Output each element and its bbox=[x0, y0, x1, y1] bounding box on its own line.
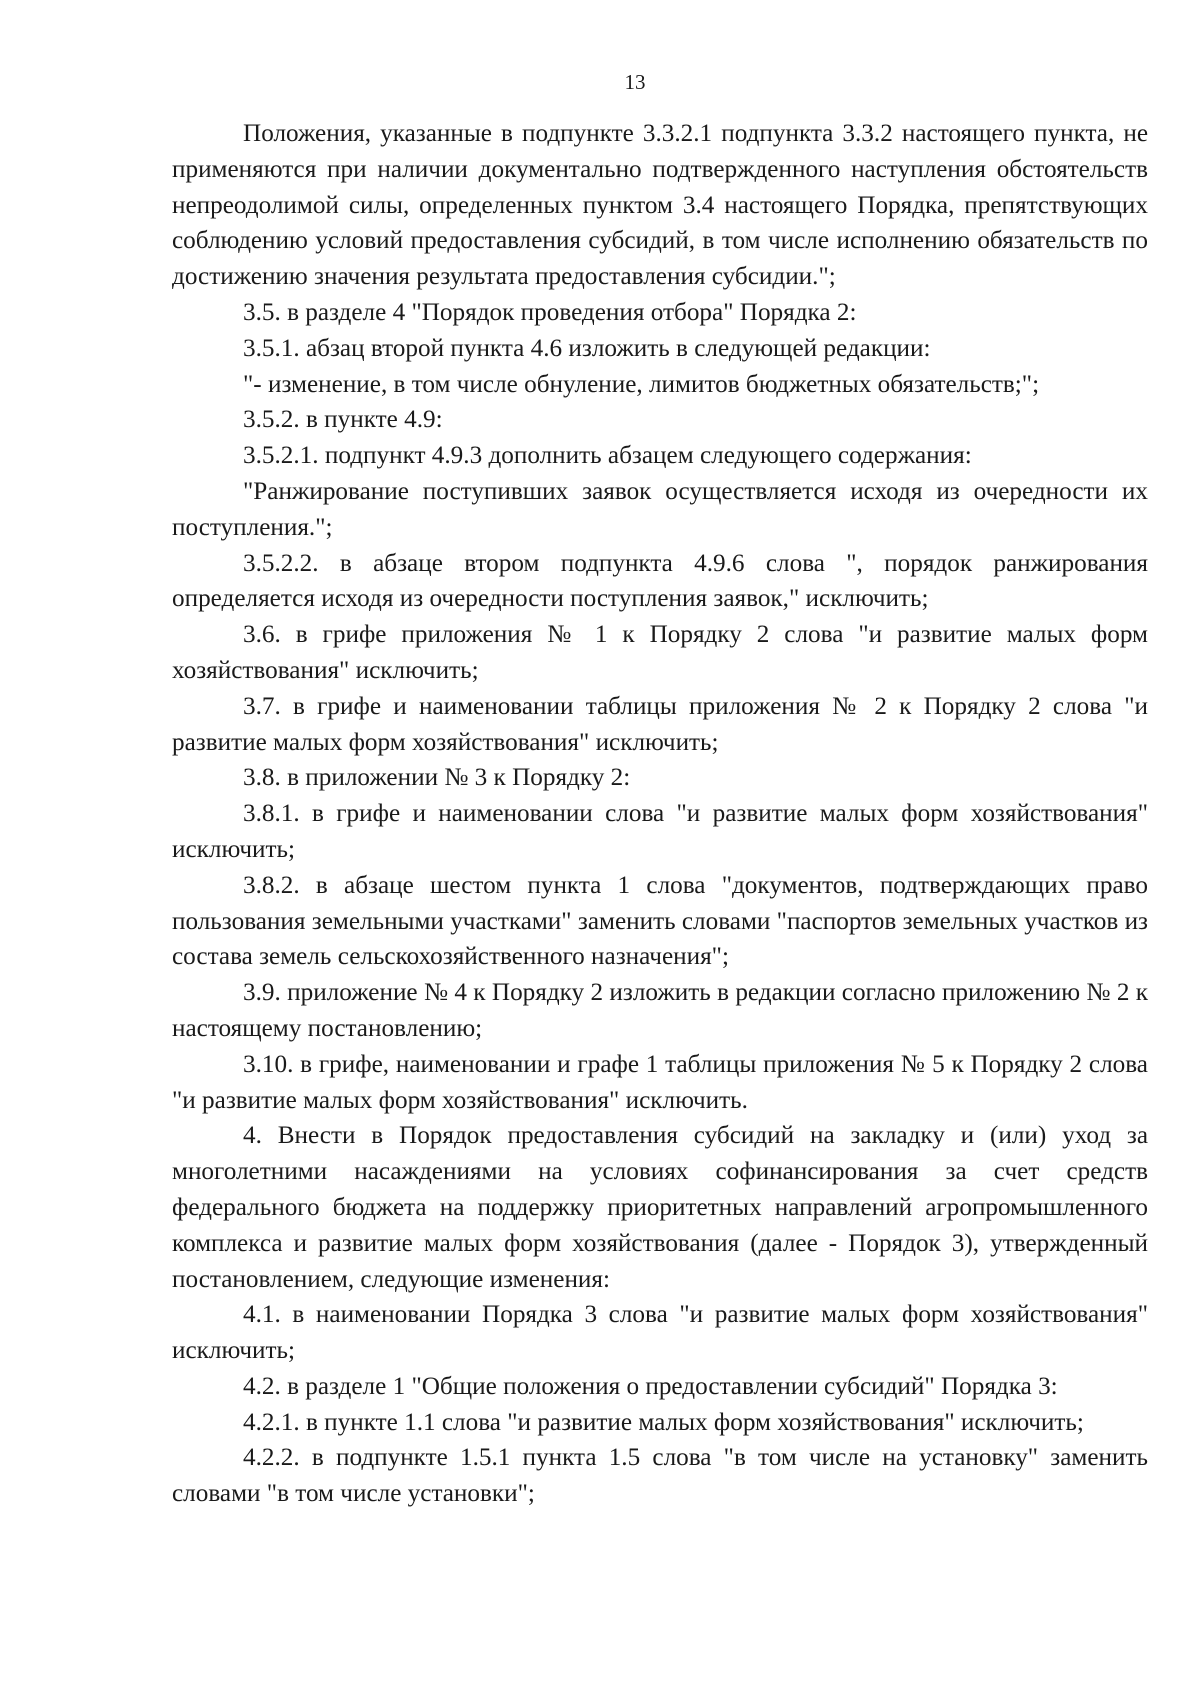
paragraph-4-2-1: 4.2.1. в пункте 1.1 слова "и развитие малых форм хозяйствования" исключить; bbox=[243, 1408, 1084, 1436]
paragraph-3-5: 3.5. в разделе 4 "Порядок проведения отбора" Порядка 2: bbox=[243, 298, 857, 326]
paragraph-4-2: 4.2. в разделе 1 "Общие положения о предоставлении субсидий" Порядка 3: bbox=[243, 1372, 1058, 1400]
document-body bbox=[172, 116, 1148, 1512]
paragraph-4-1: 4.1. в наименовании Порядка 3 слова "и развитие малых форм хозяйствования" исключить; bbox=[172, 1301, 1148, 1365]
paragraph-3-6: 3.6. в грифе приложения № 1 к Порядку 2 слова "и развитие малых форм хозяйствования" исключить; bbox=[172, 621, 1148, 684]
paragraph-3-5-1: 3.5.1. абзац второй пункта 4.6 изложить в следующей редакции: bbox=[243, 334, 931, 362]
paragraph-3-8-2: 3.8.2. в абзаце шестом пункта 1 слова "документов, подтверждающих право пользования земельными участками" заменить словами "паспортов земельных участков из состава земель сельскохозяйственного назначения"; bbox=[172, 871, 1148, 971]
paragraph-3-5-2-1: 3.5.2.1. подпункт 4.9.3 дополнить абзацем следующего содержания: bbox=[243, 442, 972, 470]
paragraph-3-5-2-1-quote: "Ранжирование поступивших заявок осуществляется исходя из очередности их поступления."; bbox=[172, 477, 1148, 541]
paragraph-3-8-1: 3.8.1. в грифе и наименовании слова "и развитие малых форм хозяйствования" исключить; bbox=[172, 800, 1148, 863]
paragraph-3-5-1-quote: "- изменение, в том числе обнуление, лимитов бюджетных обязательств;"; bbox=[243, 370, 1040, 398]
paragraph-3-7: 3.7. в грифе и наименовании таблицы приложения № 2 к Порядку 2 слова "и развитие малых форм хозяйствования" исключить; bbox=[172, 692, 1148, 756]
paragraph-4: 4. Внести в Порядок предоставления субсидий на закладку и (или) уход за многолетними насаждениями на условиях софинансирования за счет средств федерального бюджета на поддержку приоритетных направлений агропромышленного комплекса и развитие малых форм хозяйствования (далее - Порядок 3), утвержденный постановлением, следующие изменения: bbox=[172, 1122, 1148, 1293]
paragraph-4-2-2: 4.2.2. в подпункте 1.5.1 пункта 1.5 слова "в том числе на установку" заменить словами "в том числе установки"; bbox=[172, 1444, 1148, 1508]
paragraph-force-majeure: Положения, указанные в подпункте 3.3.2.1 подпункта 3.3.2 настоящего пункта, не применяются при наличии документально подтвержденного наступления обстоятельств непреодолимой силы, определенных пунктом 3.4 настоящего Порядка, препятствующих соблюдению условий предоставления субсидий, в том числе исполнению обязательств по достижению значения результата предоставления субсидии."; bbox=[172, 120, 1148, 291]
paragraph-3-8: 3.8. в приложении № 3 к Порядку 2: bbox=[243, 764, 631, 792]
paragraph-3-9: 3.9. приложение № 4 к Порядку 2 изложить в редакции согласно приложению № 2 к настоящему постановлению; bbox=[172, 979, 1148, 1042]
paragraph-3-5-2: 3.5.2. в пункте 4.9: bbox=[243, 406, 443, 434]
page-number: 13 bbox=[624, 70, 646, 94]
paragraph-3-10: 3.10. в грифе, наименовании и графе 1 таблицы приложения № 5 к Порядку 2 слова "и развитие малых форм хозяйствования" исключить. bbox=[172, 1050, 1148, 1114]
paragraph-3-5-2-2: 3.5.2.2. в абзаце втором подпункта 4.9.6 слова ", порядок ранжирования определяется исходя из очередности поступления заявок," исключить; bbox=[172, 549, 1148, 613]
